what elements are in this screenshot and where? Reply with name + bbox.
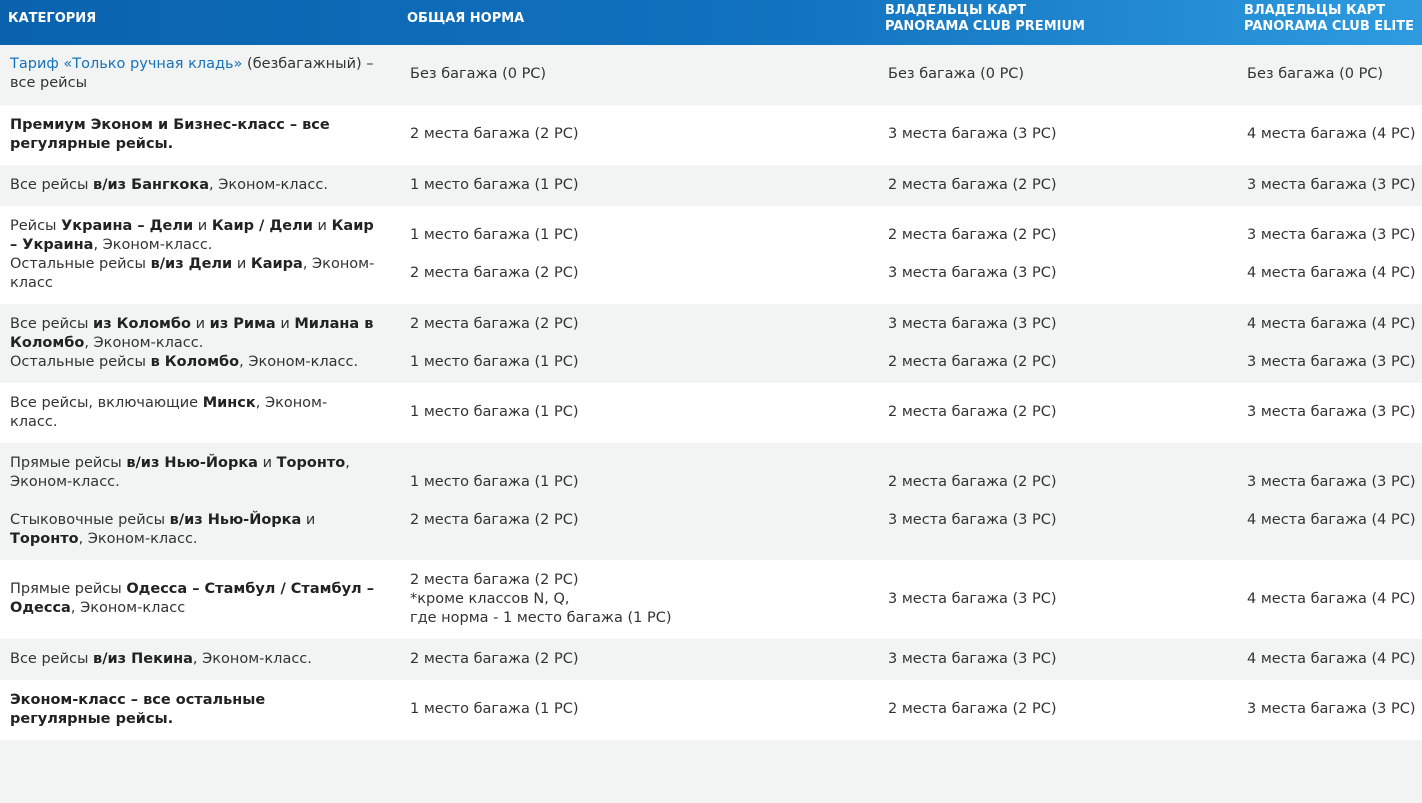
row-category: [10, 176, 380, 195]
general-allowance: 1 место багажа (1 PC): [410, 474, 579, 490]
header-elite-line1: ВЛАДЕЛЬЦЫ КАРТ: [1244, 3, 1386, 18]
row-category: [10, 116, 380, 154]
table-row: [0, 560, 1422, 639]
premium-allowance: Без багажа (0 PC): [888, 66, 1025, 82]
category-bold: в/из Нью-Йорка: [126, 455, 258, 471]
premium-allowance: 3 места багажа (3 PC): [888, 512, 1057, 528]
category-text: Эконом-класс – все остальные регулярные рейсы.: [10, 692, 266, 727]
category-text: Премиум Эконом и Бизнес-класс – все регулярные рейсы.: [10, 117, 330, 152]
category-bold: Каир – Украина: [10, 218, 374, 253]
category-bold: из Рима: [209, 316, 276, 332]
table-row: [0, 165, 1422, 206]
header-elite-line2: PANORAMA CLUB ELITE: [1244, 19, 1415, 34]
category-text: и: [232, 256, 251, 272]
elite-allowance: 3 места багажа (3 PC): [1247, 177, 1416, 193]
general-allowance: 1 место багажа (1 PC): [410, 354, 579, 370]
category-bold: Торонто: [10, 531, 79, 547]
general-allowance: 2 места багажа (2 PC): [410, 126, 579, 142]
header-premium-line2: PANORAMA CLUB PREMIUM: [885, 19, 1085, 34]
row-category: [10, 217, 380, 293]
general-allowance: 2 места багажа (2 PC): [410, 265, 579, 281]
elite-allowance: 3 места багажа (3 PC): [1247, 404, 1416, 420]
elite-allowance: 3 места багажа (3 PC): [1247, 474, 1416, 490]
general-allowance: [410, 571, 672, 628]
premium-allowance: 2 места багажа (2 PC): [888, 701, 1057, 717]
general-allowance: 2 места багажа (2 PC): [410, 316, 579, 332]
premium-allowance: 3 места багажа (3 PC): [888, 265, 1057, 281]
elite-allowance: 3 места багажа (3 PC): [1247, 354, 1416, 370]
premium-allowance: 2 места багажа (2 PC): [888, 227, 1057, 243]
hand-luggage-fare-link[interactable]: Тариф «Только ручная кладь»: [10, 56, 243, 72]
category-bold: Минск: [202, 395, 256, 411]
category-text: и: [275, 316, 295, 332]
table-row: [0, 304, 1422, 383]
table-row: [0, 45, 1422, 105]
premium-allowance: 3 места багажа (3 PC): [888, 651, 1057, 667]
category-text: , Эконом-класс.: [239, 354, 359, 370]
category-bold: Милана в Коломбо: [10, 316, 374, 351]
table-row: [0, 639, 1422, 680]
category-text: Все рейсы: [10, 177, 94, 193]
category-bold: Каира: [250, 256, 303, 272]
row-category: [10, 315, 380, 372]
table-row: [0, 383, 1422, 443]
premium-allowance: 3 места багажа (3 PC): [888, 126, 1057, 142]
category-text: , Эконом-класс.: [10, 395, 328, 430]
premium-allowance: 2 места багажа (2 PC): [888, 404, 1057, 420]
category-line: [10, 511, 380, 549]
category-text: , Эконом-класс.: [93, 237, 213, 253]
allowance-line: 2 места багажа (2 PC): [410, 572, 579, 588]
category-line: [10, 353, 380, 372]
category-bold: Торонто: [276, 455, 346, 471]
general-allowance: 1 место багажа (1 PC): [410, 404, 579, 420]
category-line: [10, 454, 380, 492]
header-premium-line1: ВЛАДЕЛЬЦЫ КАРТ: [885, 3, 1027, 18]
general-allowance: 1 место багажа (1 PC): [410, 227, 579, 243]
premium-allowance: 2 места багажа (2 PC): [888, 474, 1057, 490]
category-text: , Эконом-класс.: [10, 455, 350, 490]
category-text: , Эконом-класс.: [78, 531, 198, 547]
table-header: [0, 0, 1422, 45]
table-row: [0, 443, 1422, 560]
category-text: , Эконом-класс.: [209, 177, 328, 193]
elite-allowance: 3 места багажа (3 PC): [1247, 701, 1416, 717]
category-bold: в Коломбо: [150, 354, 240, 370]
general-allowance: 1 место багажа (1 PC): [410, 177, 579, 193]
category-text: (безбагажный) – все рейсы: [10, 56, 374, 91]
category-bold: из Коломбо: [93, 316, 191, 332]
category-text: , Эконом-класс: [10, 256, 375, 291]
row-category: [10, 580, 380, 618]
category-bold: в/из Пекина: [93, 651, 193, 667]
category-text: Все рейсы, включающие: [10, 395, 203, 411]
elite-allowance: 3 места багажа (3 PC): [1247, 227, 1416, 243]
category-text: Прямые рейсы: [10, 581, 127, 597]
header-premium: [885, 3, 1085, 35]
row-category: [10, 454, 380, 549]
general-allowance: 2 места багажа (2 PC): [410, 512, 579, 528]
table-row: [0, 680, 1422, 740]
row-category: [10, 650, 380, 669]
category-text: и: [312, 218, 332, 234]
row-category: [10, 691, 370, 729]
category-bold: Каир / Дели: [211, 218, 313, 234]
category-text: Все рейсы: [10, 651, 94, 667]
category-text: Прямые рейсы: [10, 455, 127, 471]
premium-allowance: 2 места багажа (2 PC): [888, 177, 1057, 193]
category-bold: Украина – Дели: [61, 218, 194, 234]
table-row: [0, 206, 1422, 304]
elite-allowance: 4 места багажа (4 PC): [1247, 512, 1416, 528]
category-text: Остальные рейсы: [10, 256, 151, 272]
general-allowance: Без багажа (0 PC): [410, 66, 547, 82]
header-elite: [1244, 3, 1414, 35]
header-general: ОБЩАЯ НОРМА: [407, 11, 525, 26]
category-line: [10, 315, 380, 353]
category-text: , Эконом-класс: [70, 600, 186, 616]
elite-allowance: Без багажа (0 PC): [1247, 66, 1384, 82]
category-bold: в/из Бангкока: [93, 177, 209, 193]
allowance-note: где норма - 1 место багажа (1 PC): [410, 610, 672, 626]
elite-allowance: 4 места багажа (4 PC): [1247, 265, 1416, 281]
category-text: Стыковочные рейсы: [10, 512, 170, 528]
header-category: КАТЕГОРИЯ: [8, 11, 97, 26]
table-row: [0, 105, 1422, 165]
category-text: , Эконом-класс.: [192, 651, 312, 667]
category-text: Остальные рейсы: [10, 354, 151, 370]
elite-allowance: 4 места багажа (4 PC): [1247, 591, 1416, 607]
category-line: [10, 217, 380, 255]
category-bold: в/из Дели: [150, 256, 233, 272]
premium-allowance: 3 места багажа (3 PC): [888, 316, 1057, 332]
category-bold: Одесса – Стамбул / Стамбул – Одесса: [10, 581, 374, 616]
allowance-note: *кроме классов N, Q,: [410, 591, 570, 607]
elite-allowance: 4 места багажа (4 PC): [1247, 126, 1416, 142]
category-text: Все рейсы: [10, 316, 94, 332]
general-allowance: 2 места багажа (2 PC): [410, 651, 579, 667]
premium-allowance: 3 места багажа (3 PC): [888, 591, 1057, 607]
row-category: [10, 55, 380, 93]
elite-allowance: 4 места багажа (4 PC): [1247, 316, 1416, 332]
category-text: и: [193, 218, 212, 234]
row-category: [10, 394, 350, 432]
category-text: Рейсы: [10, 218, 62, 234]
category-bold: в/из Нью-Йорка: [169, 512, 302, 528]
category-text: и: [191, 316, 210, 332]
elite-allowance: 4 места багажа (4 PC): [1247, 651, 1416, 667]
general-allowance: 1 место багажа (1 PC): [410, 701, 579, 717]
category-text: и: [301, 512, 316, 528]
category-text: , Эконом-класс.: [84, 335, 204, 351]
category-line: [10, 255, 380, 293]
category-text: и: [257, 455, 277, 471]
premium-allowance: 2 места багажа (2 PC): [888, 354, 1057, 370]
